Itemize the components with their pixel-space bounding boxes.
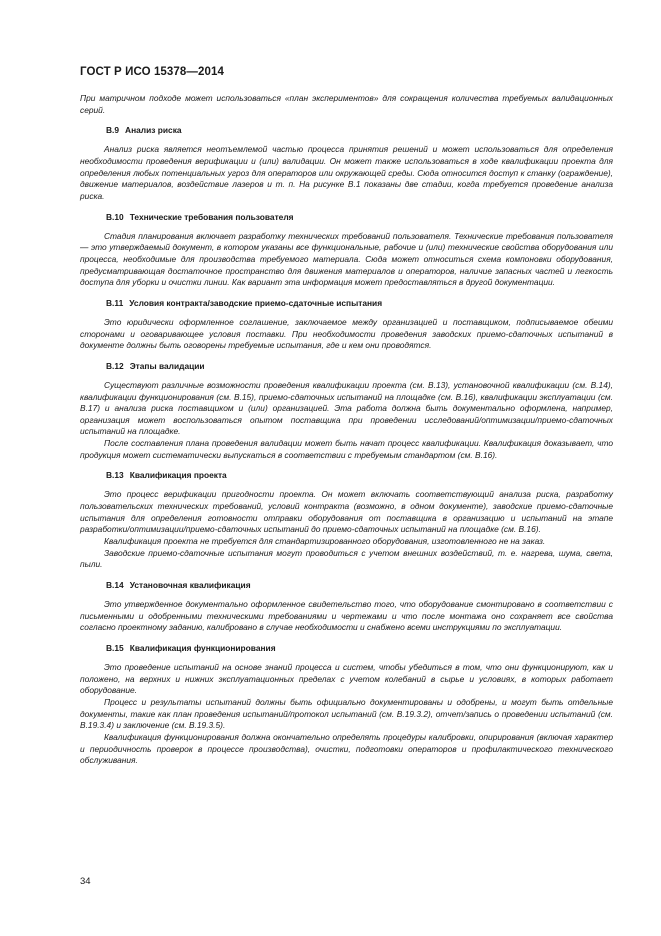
section-paragraph: Квалификация проекта не требуется для стандартизированного оборудования, изготовленного не на заказ.: [104, 536, 546, 547]
section-number: B.11: [106, 297, 124, 308]
section-paragraph: Это утвержденное документально оформленное свидетельство того, что оборудование смонтировано в соответствии с письменными и одобренными техническими требованиями и чертежами и что после монтажа оно сохраняет все свойства согласно проектному заданию, калибровано в случае необходимости и снабжено всеми инструкциями по эксплуатации.: [80, 599, 613, 633]
section-heading: [80, 212, 613, 223]
section-number: B.13: [106, 470, 124, 481]
section-heading: [80, 125, 613, 136]
section-title: Условия контракта/заводские приемо-сдаточные испытания: [129, 297, 383, 308]
page-number: 34: [80, 876, 91, 887]
section-number: B.12: [106, 360, 124, 371]
section-title: Квалификация проекта: [129, 470, 227, 481]
section-b10: [80, 212, 613, 289]
section-title: Квалификация функционирования: [129, 643, 276, 653]
section-title: Анализ риска: [125, 125, 182, 136]
section-b14: [80, 580, 613, 634]
section-b13: [80, 470, 613, 571]
section-b11: [80, 298, 613, 352]
section-b9: [80, 125, 613, 202]
section-b15: [80, 643, 613, 767]
section-paragraph: Заводские приемо-сдаточные испытания могут проводиться с учетом внешних воздействий, т. е. нагрева, шума, света, пыли.: [80, 547, 613, 570]
section-number: B.10: [106, 211, 124, 222]
intro-paragraph: При матричном подходе может использоваться «план экспериментов» для сокращения количества требуемых валидационных серий.: [80, 93, 613, 115]
section-title: Этапы валидации: [129, 360, 205, 371]
section-number: B.9: [106, 125, 120, 136]
section-paragraph: Стадия планирования включает разработку технических требований пользователя. Технические требования пользователя — это утверждаемый документ, в котором указаны все функциональные, рабочие и (или) технические свойства оборудования или процесса, необходимые для производства требуемого материала. Сюда может относиться схема компоновки оборудования, предусматривающая достаточное пространство для движения материалов и операторов, наличие запасных частей и легкость доступа для уборки и очистки линии. Как вариант эта информация может предоставляться в другой документации.: [80, 230, 613, 288]
document-body: [80, 93, 613, 767]
section-paragraph: Анализ риска является неотъемлемой частью процесса принятия решений и может использоваться для определения необходимости проведения верификации и (или) валидации. Он может также использоваться в ходе квалификации проекта для определения любых потенциальных угроз для операторов или окружающей среды. Сюда относится доступ к станку (ограждение), движение материалов, воздействие лазеров и т. п. На рисунке B.1 показаны две стадии, когда требуется проведение анализа риска.: [80, 144, 613, 201]
section-paragraph: Это процесс верификации пригодности проекта. Он может включать соответствующий анализа риска, разработку пользовательских технических требований, условий контракта (возможно, в одном документе), заводские приемо-сдаточные испытания для определения готовности отправки оборудования от поставщика в организацию и испытаний на этапе разработки/оптимизации/приемо-сдаточных испытаний до приемо-сдаточных испытаний на площадке (см. B.16).: [80, 489, 613, 535]
section-paragraph: После составления плана проведения валидации может быть начат процесс квалификации. Квалификация доказывает, что продукция может систематически выпускаться в соответствии с требуемым стандартом (см. B.16).: [80, 438, 613, 460]
section-heading: [80, 643, 613, 654]
section-number: B.14: [106, 580, 124, 591]
section-heading: [80, 470, 613, 481]
section-paragraph: Квалификация функционирования должна окончательно определять процедуры калибровки, опирирования (включая характер и периодичность проверок в процессе производства), очистки, подготовки операторов и профилактического технического обслуживания.: [80, 731, 613, 766]
section-paragraph: Это проведение испытаний на основе знаний процесса и систем, чтобы убедиться в том, что они функционируют, как и положено, на верхних и нижних эксплуатационных пределах с учетом колебаний в сырье и условиях, в которых работает оборудование.: [80, 662, 613, 696]
document-header: ГОСТ Р ИСО 15378—2014: [80, 66, 225, 78]
section-heading: [80, 298, 613, 309]
section-heading: [80, 580, 613, 591]
section-title: Установочная квалификация: [129, 580, 251, 591]
section-b12: [80, 361, 613, 462]
section-number: B.15: [106, 643, 124, 653]
section-title: Технические требования пользователя: [129, 211, 294, 222]
section-paragraph: Существуют различные возможности проведения квалификации проекта (см. B.13), установочной квалификации (см. B.14), квалификации функционирования (см. B.15), приемо-сдаточных испытаний на площадке (см. B.16), квалификации эксплуатации (см. B.17) и анализа риска поставщиком и (или) организацией. Эта работа должна быть документально оформлена, например, организация может воспользоваться опытом поставщика при проведении исследований/оптимизации/приемо-сдаточных испытаний на площадке.: [80, 379, 613, 437]
section-heading: [80, 361, 613, 372]
section-paragraph: Процесс и результаты испытаний должны быть официально документированы и одобрены, и могут быть отдельные документы, такие как план проведения испытаний/протокол испытаний (см. B.19.3.2), отчет/запись о проведении испытаний (см. B.19.3.4) и заключение (см. B.19.3.5).: [80, 696, 613, 731]
section-paragraph: Это юридически оформленное соглашение, заключаемое между организацией и поставщиком, подписываемое обеими сторонами и оговаривающее условия поставки. При необходимости проведения заводских приемо-сдаточных испытаний в документе должны быть оговорены требуемые испытания, где и кем они проводятся.: [80, 316, 613, 351]
